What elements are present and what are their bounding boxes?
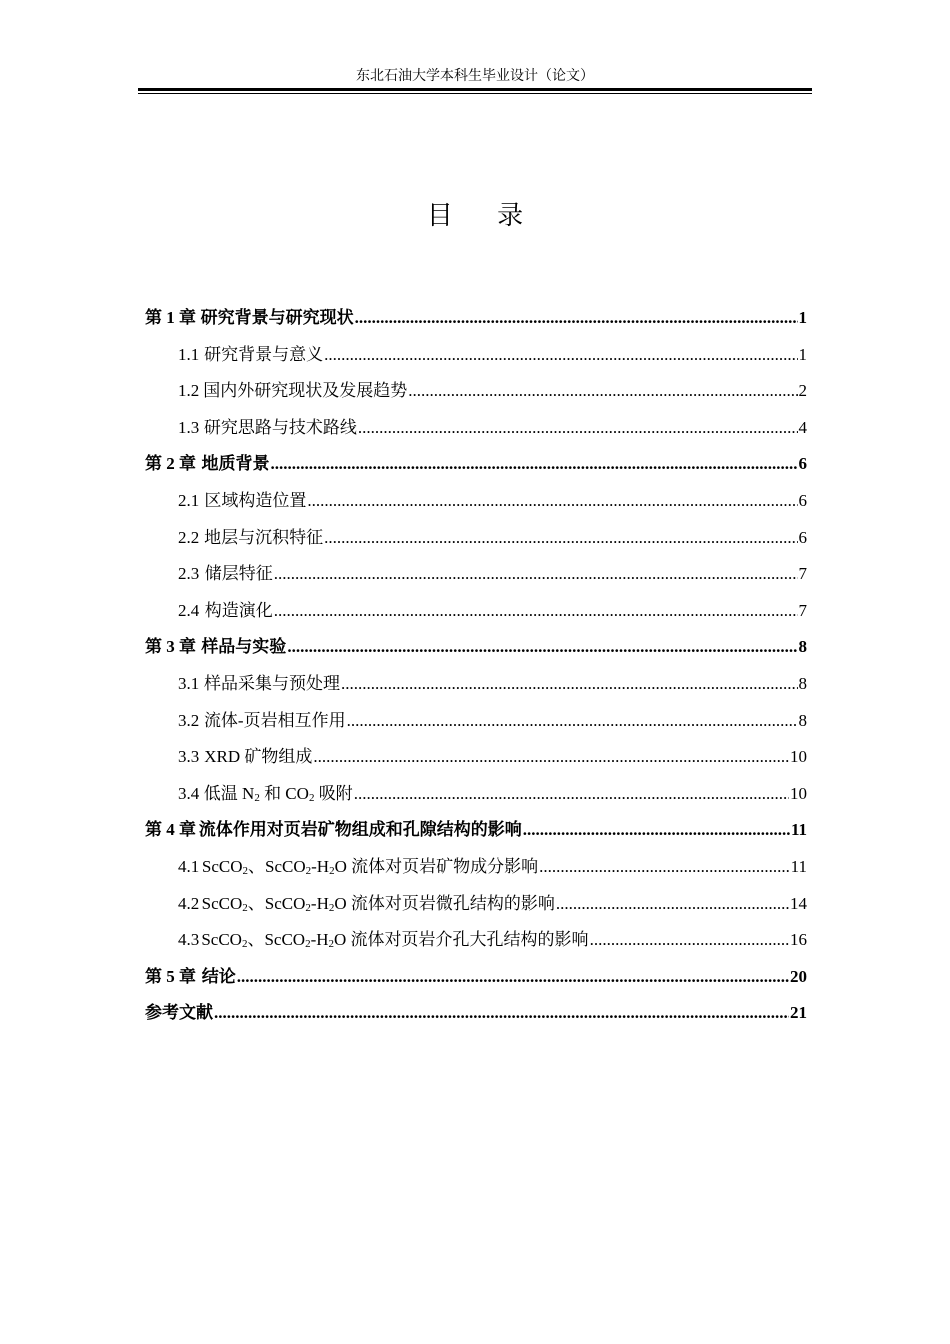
- toc-entry-title: 国内外研究现状及发展趋势: [203, 381, 408, 401]
- toc-entry-number: 2.2: [178, 527, 200, 547]
- toc-dot-leader: [237, 959, 789, 996]
- subscript: 2: [305, 901, 311, 914]
- toc-entry-number: 第 5 章: [145, 966, 196, 986]
- toc-page-number: 10: [790, 747, 807, 767]
- toc-entry-number: 3.2: [178, 710, 200, 730]
- toc-page-number: 11: [790, 856, 807, 876]
- toc-page-number: 21: [790, 1003, 807, 1023]
- toc-page-number: 7: [798, 564, 807, 584]
- toc-section-entry[interactable]: [145, 373, 807, 410]
- toc-page-number: 4: [798, 417, 807, 437]
- toc-dot-leader: [270, 446, 797, 483]
- toc-dot-leader: [274, 593, 798, 630]
- toc-entry-title: 研究背景与意义: [204, 344, 324, 364]
- title-fragment: O 流体对页岩介孔大孔结构的影响: [334, 930, 589, 950]
- title-fragment: ScCO: [201, 930, 242, 950]
- toc-entry-number: 2.4: [178, 600, 200, 620]
- toc-chapter-entry[interactable]: [145, 812, 807, 849]
- subscript: 2: [308, 791, 315, 804]
- title-fragment: -H: [311, 856, 330, 876]
- toc-page-number: 8: [798, 710, 807, 730]
- toc-entry-title: 构造演化: [204, 600, 273, 620]
- subscript: 2: [305, 938, 311, 951]
- toc-entry-title: XRD 矿物组成: [204, 747, 313, 767]
- toc-page-number: 11: [790, 820, 807, 840]
- toc-entry-title: 结论: [201, 966, 236, 986]
- toc-entry-title: 研究背景与研究现状: [200, 308, 354, 327]
- title-fragment: O 流体对页岩矿物成分影响: [334, 856, 539, 876]
- toc-dot-leader: [341, 666, 798, 703]
- header-rule-thick: [138, 88, 812, 91]
- toc-entry-title: 区域构造位置: [204, 490, 307, 510]
- title-fragment: 、ScCO: [247, 856, 306, 876]
- toc-page-number: 6: [798, 490, 807, 510]
- toc-section-entry[interactable]: [145, 849, 807, 886]
- toc-dot-leader: [313, 739, 789, 776]
- toc-page-number: 14: [790, 893, 807, 913]
- toc-section-entry[interactable]: [145, 593, 807, 630]
- toc-dot-leader: [307, 483, 797, 520]
- toc-chapter-entry[interactable]: [145, 300, 807, 337]
- toc-title: 目 录: [426, 201, 542, 231]
- toc-page-number: 8: [798, 673, 807, 693]
- toc-entry-number: 1.3: [178, 417, 200, 437]
- toc-entry-title: [201, 922, 588, 959]
- toc-page-number: 6: [798, 454, 807, 474]
- toc-entry-number: 第 3 章: [145, 637, 196, 657]
- subscript: 2: [305, 864, 312, 877]
- toc-entry-number: 1.1: [178, 344, 200, 364]
- toc-section-entry[interactable]: [145, 520, 807, 557]
- toc-entry-title: 样品采集与预处理: [204, 673, 340, 693]
- title-fragment: -H: [310, 893, 329, 913]
- toc-page-number: 16: [790, 930, 807, 950]
- subscript: 2: [328, 938, 335, 951]
- subscript: 2: [241, 938, 248, 951]
- toc-chapter-entry[interactable]: [145, 959, 807, 996]
- toc-section-entry[interactable]: [145, 483, 807, 520]
- toc-section-entry[interactable]: [145, 776, 807, 813]
- toc-entry-number: 3.3: [178, 747, 200, 767]
- toc-page-number: 10: [790, 783, 807, 803]
- toc-chapter-entry[interactable]: [145, 446, 807, 483]
- title-fragment: O 流体对页岩微孔结构的影响: [334, 893, 555, 913]
- subscript: 2: [242, 864, 248, 877]
- toc-dot-leader: [214, 995, 789, 1032]
- toc-dot-leader: [556, 886, 789, 923]
- subscript: 2: [328, 901, 335, 914]
- toc-dot-leader: [539, 849, 790, 886]
- toc-entry-title: 地层与沉积特征: [204, 527, 324, 547]
- toc-entry-title: 流体作用对页岩矿物组成和孔隙结构的影响: [198, 820, 522, 840]
- toc-entry-title: [204, 776, 353, 813]
- toc-dot-leader: [324, 337, 797, 374]
- toc-dot-leader: [408, 373, 797, 410]
- toc-entry-title: [202, 849, 538, 886]
- title-fragment: ScCO: [201, 893, 243, 913]
- title-fragment: 低温 N: [203, 783, 255, 803]
- toc-section-entry[interactable]: [145, 556, 807, 593]
- toc-dot-leader: [354, 776, 789, 813]
- page-header: 东北石油大学本科生毕业设计（论文）: [356, 69, 594, 84]
- toc-dot-leader: [358, 410, 798, 447]
- title-fragment: ScCO: [201, 856, 243, 876]
- toc-entry-number: 2.1: [178, 490, 200, 510]
- toc-entry-title: 参考文献: [145, 1003, 213, 1023]
- toc-section-entry[interactable]: [145, 410, 807, 447]
- toc-page-number: 1: [798, 308, 807, 327]
- toc-dot-leader: [355, 300, 798, 337]
- toc-page-number: 2: [798, 381, 807, 401]
- toc-section-entry[interactable]: [145, 739, 807, 776]
- title-fragment: 吸附: [314, 783, 353, 803]
- toc-entry-title: [202, 886, 555, 923]
- table-of-contents: [145, 300, 807, 1032]
- toc-section-entry[interactable]: [145, 886, 807, 923]
- toc-entry-number: 第 1 章: [145, 308, 196, 327]
- toc-entry-number: 3.1: [178, 673, 200, 693]
- toc-entry-title: 地质背景: [201, 454, 270, 474]
- toc-entry-number: 3.4: [178, 783, 200, 803]
- title-fragment: 、ScCO: [247, 930, 306, 950]
- toc-entry-number: 1.2: [178, 381, 200, 401]
- subscript: 2: [242, 901, 248, 914]
- toc-entry-title: 研究思路与技术路线: [203, 417, 357, 437]
- toc-entry-title: 储层特征: [204, 564, 273, 584]
- toc-section-entry[interactable]: [145, 922, 807, 959]
- title-fragment: 和 CO: [259, 783, 309, 803]
- toc-section-entry[interactable]: [145, 666, 807, 703]
- toc-entry-number: 4.1: [178, 856, 200, 876]
- toc-page-number: 6: [798, 527, 807, 547]
- toc-entry-title: 样品与实验: [201, 637, 287, 657]
- toc-dot-leader: [287, 629, 797, 666]
- toc-entry-number: 第 4 章: [145, 820, 196, 840]
- title-fragment: -H: [310, 930, 329, 950]
- toc-section-entry[interactable]: [145, 703, 807, 740]
- toc-page-number: 8: [798, 637, 807, 657]
- toc-page-number: 7: [798, 600, 807, 620]
- toc-entry-number: 4.3: [178, 930, 200, 950]
- toc-dot-leader: [324, 520, 797, 557]
- toc-page-number: 1: [798, 344, 807, 364]
- header-rule-thin: [138, 93, 812, 94]
- toc-chapter-entry[interactable]: [145, 629, 807, 666]
- toc-entry-number: 第 2 章: [145, 454, 196, 474]
- toc-dot-leader: [523, 812, 790, 849]
- subscript: 2: [329, 864, 335, 877]
- toc-section-entry[interactable]: [145, 337, 807, 374]
- subscript: 2: [254, 791, 260, 804]
- toc-dot-leader: [347, 703, 798, 740]
- toc-dot-leader: [274, 556, 798, 593]
- toc-entry-title: 流体-页岩相互作用: [203, 710, 346, 730]
- toc-dot-leader: [590, 922, 789, 959]
- toc-page-number: 20: [790, 966, 807, 986]
- toc-chapter-entry[interactable]: [145, 995, 807, 1032]
- title-fragment: 、ScCO: [247, 893, 306, 913]
- toc-entry-number: 4.2: [178, 893, 200, 913]
- toc-entry-number: 2.3: [178, 564, 200, 584]
